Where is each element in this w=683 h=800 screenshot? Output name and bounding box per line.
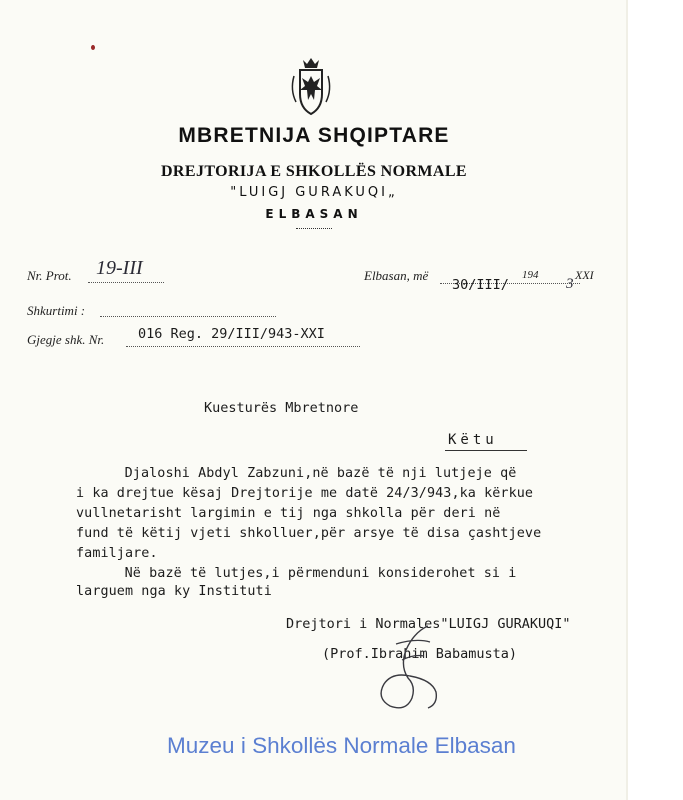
page-margin [628,0,683,800]
signature-name: (Prof.Ibrahim Babamusta) [322,646,518,662]
addressee-place: Këtu [448,432,498,448]
year-printed: 194 [522,269,539,281]
gjegje-label: Gjegje shk. Nr. [27,332,105,347]
year-handwritten: 3 [566,276,574,292]
addressee-place-underline [445,450,527,451]
body-line-7: larguem nga ky Instituti [76,584,272,599]
directorate-heading: DREJTORIJA E SHKOLLËS NORMALE [160,163,468,180]
handwritten-signature [366,620,456,715]
royal-emblem-icon [286,56,336,120]
city-name: ELBASAN [265,207,363,221]
body-line-3: vullnetarisht largimin e tij nga shkolla për deri në [76,506,501,521]
shkurtimi-label: Shkurtimi : [27,303,86,318]
body-line-2: i ka drejtue kësaj Drejtorije me datë 24/3/943,ka kërkue [76,486,534,501]
museum-watermark: Muzeu i Shkollës Normale Elbasan [167,733,516,758]
body-line-6: Në bazë të lutjes,i përmenduni konsiderohet si i [92,566,517,581]
ink-spot [91,45,95,50]
kingdom-heading: MBRETNIJA SHQIPTARE [178,124,450,147]
body-line-4: fund të këtij vjeti shkolluer,për arsye të disa çashtjeve [76,526,542,541]
era-label: XXI [575,268,594,282]
city-underline [296,228,332,229]
school-name: "LUIGJ GURAKUQI„ [230,185,398,200]
body-line-5: familjare. [76,546,158,561]
signature-title: Drejtori i Normales"LUIGJ GURAKUQI" [286,616,571,632]
addressee-name: Kuesturës Mbretnore [204,400,359,416]
shkurtimi-dotted-line [100,316,276,317]
prot-value: 19-III [96,257,143,279]
place-label: Elbasan, më [364,268,429,283]
body-line-1: Djaloshi Abdyl Zabzuni,në bazë të nji lutjeje që [92,466,517,481]
prot-dotted-line [88,282,164,283]
prot-label: Nr. Prot. [27,268,72,283]
gjegje-value: 016 Reg. 29/III/943-XXI [138,326,325,342]
date-value: 30/III/ [452,277,509,293]
gjegje-dotted-line [126,346,360,347]
